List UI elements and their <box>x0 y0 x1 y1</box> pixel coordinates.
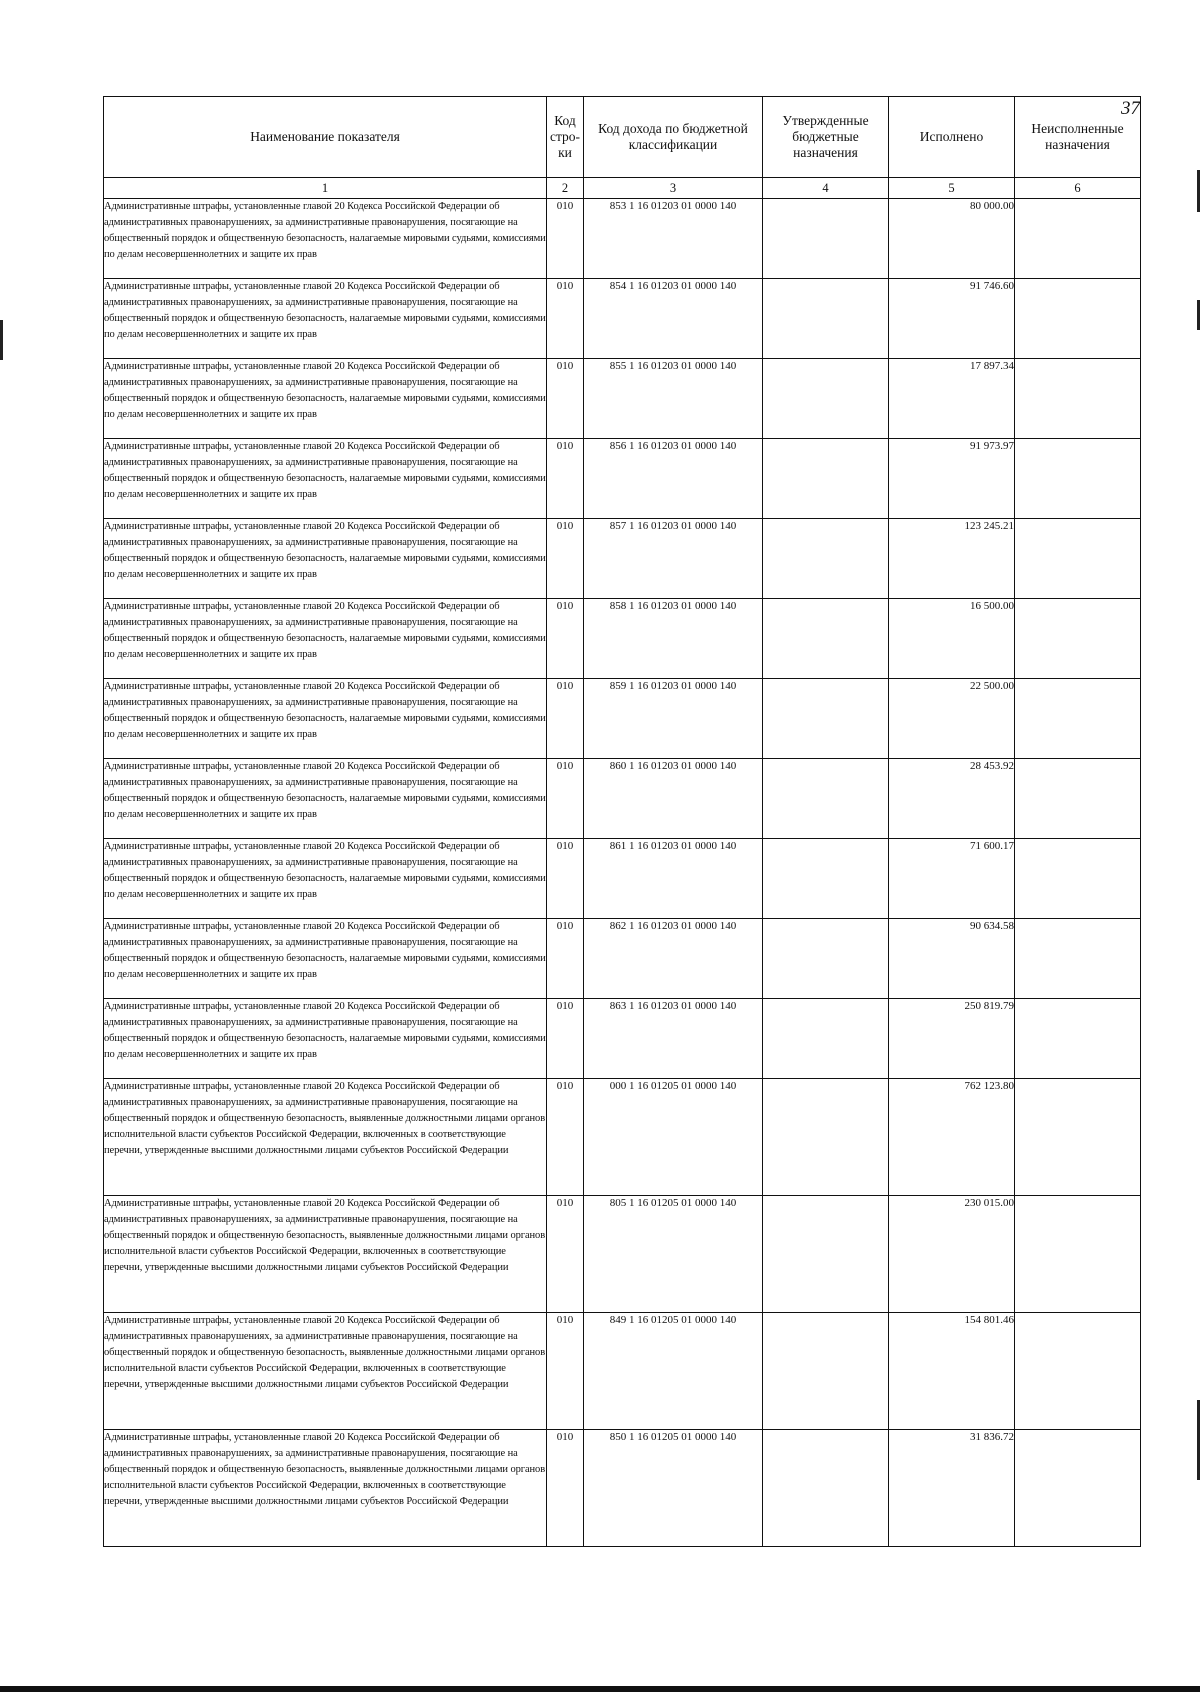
approved-amount <box>763 839 889 919</box>
indicator-name: Административные штрафы, установленные главой 20 Кодекса Российской Федерации об административных правонарушениях, за административные правонарушения, посягающие на общественный порядок и общественную безопасность, налагаемые мировыми судьями, комиссиями по делам несовершеннолетних и защите их прав <box>104 919 547 999</box>
line-code: 010 <box>547 599 584 679</box>
executed-amount: 230 015.00 <box>889 1196 1015 1313</box>
header-unexecuted-assignments: Неисполненные назначения <box>1015 97 1141 178</box>
unexecuted-amount <box>1015 919 1141 999</box>
column-number: 4 <box>763 178 889 199</box>
column-number-row <box>104 178 1141 199</box>
executed-amount: 91 746.60 <box>889 279 1015 359</box>
page-number: 37 <box>1121 98 1140 119</box>
table-row <box>104 999 1141 1079</box>
indicator-name: Административные штрафы, установленные главой 20 Кодекса Российской Федерации об административных правонарушениях, за административные правонарушения, посягающие на общественный порядок и общественную безопасность, налагаемые мировыми судьями, комиссиями по делам несовершеннолетних и защите их прав <box>104 679 547 759</box>
unexecuted-amount <box>1015 1079 1141 1196</box>
indicator-name: Административные штрафы, установленные главой 20 Кодекса Российской Федерации об административных правонарушениях, за административные правонарушения, посягающие на общественный порядок и общественную безопасность, налагаемые мировыми судьями, комиссиями по делам несовершеннолетних и защите их прав <box>104 199 547 279</box>
line-code: 010 <box>547 839 584 919</box>
header-executed: Исполнено <box>889 97 1015 178</box>
budget-classification-code: 855 1 16 01203 01 0000 140 <box>584 359 763 439</box>
budget-classification-code: 860 1 16 01203 01 0000 140 <box>584 759 763 839</box>
line-code: 010 <box>547 1079 584 1196</box>
executed-amount: 762 123.80 <box>889 1079 1015 1196</box>
table-row <box>104 839 1141 919</box>
approved-amount <box>763 279 889 359</box>
unexecuted-amount <box>1015 999 1141 1079</box>
table-row <box>104 279 1141 359</box>
executed-amount: 28 453.92 <box>889 759 1015 839</box>
executed-amount: 16 500.00 <box>889 599 1015 679</box>
indicator-name: Административные штрафы, установленные главой 20 Кодекса Российской Федерации об административных правонарушениях, за административные правонарушения, посягающие на общественный порядок и общественную безопасность, выявленные должностными лицами органов исполнительной власти субъектов Российской Федерации, включенных в соответствующие перечни, утвержденные высшими должностными лицами субъектов Российской Федерации <box>104 1430 547 1547</box>
table-row <box>104 1079 1141 1196</box>
table-row <box>104 919 1141 999</box>
unexecuted-amount <box>1015 679 1141 759</box>
line-code: 010 <box>547 999 584 1079</box>
table-row <box>104 1196 1141 1313</box>
indicator-name: Административные штрафы, установленные главой 20 Кодекса Российской Федерации об административных правонарушениях, за административные правонарушения, посягающие на общественный порядок и общественную безопасность, налагаемые мировыми судьями, комиссиями по делам несовершеннолетних и защите их прав <box>104 839 547 919</box>
line-code: 010 <box>547 759 584 839</box>
column-number: 5 <box>889 178 1015 199</box>
approved-amount <box>763 199 889 279</box>
approved-amount <box>763 1196 889 1313</box>
budget-classification-code: 858 1 16 01203 01 0000 140 <box>584 599 763 679</box>
budget-classification-code: 805 1 16 01205 01 0000 140 <box>584 1196 763 1313</box>
unexecuted-amount <box>1015 439 1141 519</box>
line-code: 010 <box>547 1313 584 1430</box>
unexecuted-amount <box>1015 519 1141 599</box>
budget-classification-code: 854 1 16 01203 01 0000 140 <box>584 279 763 359</box>
indicator-name: Административные штрафы, установленные главой 20 Кодекса Российской Федерации об административных правонарушениях, за административные правонарушения, посягающие на общественный порядок и общественную безопасность, налагаемые мировыми судьями, комиссиями по делам несовершеннолетних и защите их прав <box>104 759 547 839</box>
table-body <box>104 199 1141 1547</box>
executed-amount: 71 600.17 <box>889 839 1015 919</box>
approved-amount <box>763 359 889 439</box>
line-code: 010 <box>547 1430 584 1547</box>
executed-amount: 31 836.72 <box>889 1430 1015 1547</box>
executed-amount: 17 897.34 <box>889 359 1015 439</box>
budget-classification-code: 000 1 16 01205 01 0000 140 <box>584 1079 763 1196</box>
budget-classification-code: 863 1 16 01203 01 0000 140 <box>584 999 763 1079</box>
budget-classification-code: 861 1 16 01203 01 0000 140 <box>584 839 763 919</box>
table-row <box>104 759 1141 839</box>
unexecuted-amount <box>1015 1313 1141 1430</box>
table-row <box>104 199 1141 279</box>
unexecuted-amount <box>1015 359 1141 439</box>
line-code: 010 <box>547 919 584 999</box>
line-code: 010 <box>547 439 584 519</box>
executed-amount: 91 973.97 <box>889 439 1015 519</box>
indicator-name: Административные штрафы, установленные главой 20 Кодекса Российской Федерации об административных правонарушениях, за административные правонарушения, посягающие на общественный порядок и общественную безопасность, выявленные должностными лицами органов исполнительной власти субъектов Российской Федерации, включенных в соответствующие перечни, утвержденные высшими должностными лицами субъектов Российской Федерации <box>104 1196 547 1313</box>
approved-amount <box>763 1079 889 1196</box>
table-row <box>104 1430 1141 1547</box>
table-row <box>104 359 1141 439</box>
unexecuted-amount <box>1015 839 1141 919</box>
line-code: 010 <box>547 679 584 759</box>
header-line-code: Код стро- ки <box>547 97 584 178</box>
line-code: 010 <box>547 199 584 279</box>
unexecuted-amount <box>1015 199 1141 279</box>
table-row <box>104 599 1141 679</box>
table-row <box>104 1313 1141 1430</box>
executed-amount: 250 819.79 <box>889 999 1015 1079</box>
column-number: 3 <box>584 178 763 199</box>
unexecuted-amount <box>1015 759 1141 839</box>
unexecuted-amount <box>1015 599 1141 679</box>
approved-amount <box>763 519 889 599</box>
approved-amount <box>763 1313 889 1430</box>
approved-amount <box>763 999 889 1079</box>
table-row <box>104 519 1141 599</box>
revenue-table <box>103 96 1141 1547</box>
indicator-name: Административные штрафы, установленные главой 20 Кодекса Российской Федерации об административных правонарушениях, за административные правонарушения, посягающие на общественный порядок и общественную безопасность, налагаемые мировыми судьями, комиссиями по делам несовершеннолетних и защите их прав <box>104 279 547 359</box>
approved-amount <box>763 679 889 759</box>
indicator-name: Административные штрафы, установленные главой 20 Кодекса Российской Федерации об административных правонарушениях, за административные правонарушения, посягающие на общественный порядок и общественную безопасность, налагаемые мировыми судьями, комиссиями по делам несовершеннолетних и защите их прав <box>104 599 547 679</box>
budget-classification-code: 859 1 16 01203 01 0000 140 <box>584 679 763 759</box>
table-row <box>104 679 1141 759</box>
line-code: 010 <box>547 519 584 599</box>
table-header-row <box>104 97 1141 178</box>
executed-amount: 90 634.58 <box>889 919 1015 999</box>
executed-amount: 80 000.00 <box>889 199 1015 279</box>
scan-edge-mark <box>0 320 3 360</box>
header-budget-classification: Код дохода по бюджетной классификации <box>584 97 763 178</box>
header-indicator-name: Наименование показателя <box>104 97 547 178</box>
indicator-name: Административные штрафы, установленные главой 20 Кодекса Российской Федерации об административных правонарушениях, за административные правонарушения, посягающие на общественный порядок и общественную безопасность, выявленные должностными лицами органов исполнительной власти субъектов Российской Федерации, включенных в соответствующие перечни, утвержденные высшими должностными лицами субъектов Российской Федерации <box>104 1079 547 1196</box>
line-code: 010 <box>547 279 584 359</box>
executed-amount: 123 245.21 <box>889 519 1015 599</box>
approved-amount <box>763 1430 889 1547</box>
approved-amount <box>763 759 889 839</box>
indicator-name: Административные штрафы, установленные главой 20 Кодекса Российской Федерации об административных правонарушениях, за административные правонарушения, посягающие на общественный порядок и общественную безопасность, налагаемые мировыми судьями, комиссиями по делам несовершеннолетних и защите их прав <box>104 439 547 519</box>
executed-amount: 22 500.00 <box>889 679 1015 759</box>
column-number: 2 <box>547 178 584 199</box>
indicator-name: Административные штрафы, установленные главой 20 Кодекса Российской Федерации об административных правонарушениях, за административные правонарушения, посягающие на общественный порядок и общественную безопасность, налагаемые мировыми судьями, комиссиями по делам несовершеннолетних и защите их прав <box>104 999 547 1079</box>
line-code: 010 <box>547 359 584 439</box>
budget-classification-code: 857 1 16 01203 01 0000 140 <box>584 519 763 599</box>
scan-bottom-edge <box>0 1686 1200 1692</box>
unexecuted-amount <box>1015 1430 1141 1547</box>
budget-classification-code: 862 1 16 01203 01 0000 140 <box>584 919 763 999</box>
line-code: 010 <box>547 1196 584 1313</box>
approved-amount <box>763 439 889 519</box>
indicator-name: Административные штрафы, установленные главой 20 Кодекса Российской Федерации об административных правонарушениях, за административные правонарушения, посягающие на общественный порядок и общественную безопасность, налагаемые мировыми судьями, комиссиями по делам несовершеннолетних и защите их прав <box>104 519 547 599</box>
indicator-name: Административные штрафы, установленные главой 20 Кодекса Российской Федерации об административных правонарушениях, за административные правонарушения, посягающие на общественный порядок и общественную безопасность, выявленные должностными лицами органов исполнительной власти субъектов Российской Федерации, включенных в соответствующие перечни, утвержденные высшими должностными лицами субъектов Российской Федерации <box>104 1313 547 1430</box>
unexecuted-amount <box>1015 1196 1141 1313</box>
approved-amount <box>763 919 889 999</box>
column-number: 1 <box>104 178 547 199</box>
column-number: 6 <box>1015 178 1141 199</box>
budget-classification-code: 856 1 16 01203 01 0000 140 <box>584 439 763 519</box>
table-row <box>104 439 1141 519</box>
unexecuted-amount <box>1015 279 1141 359</box>
header-approved-assignments: Утвержденные бюджетные назначения <box>763 97 889 178</box>
budget-classification-code: 850 1 16 01205 01 0000 140 <box>584 1430 763 1547</box>
budget-classification-code: 849 1 16 01205 01 0000 140 <box>584 1313 763 1430</box>
executed-amount: 154 801.46 <box>889 1313 1015 1430</box>
budget-classification-code: 853 1 16 01203 01 0000 140 <box>584 199 763 279</box>
indicator-name: Административные штрафы, установленные главой 20 Кодекса Российской Федерации об административных правонарушениях, за административные правонарушения, посягающие на общественный порядок и общественную безопасность, налагаемые мировыми судьями, комиссиями по делам несовершеннолетних и защите их прав <box>104 359 547 439</box>
approved-amount <box>763 599 889 679</box>
